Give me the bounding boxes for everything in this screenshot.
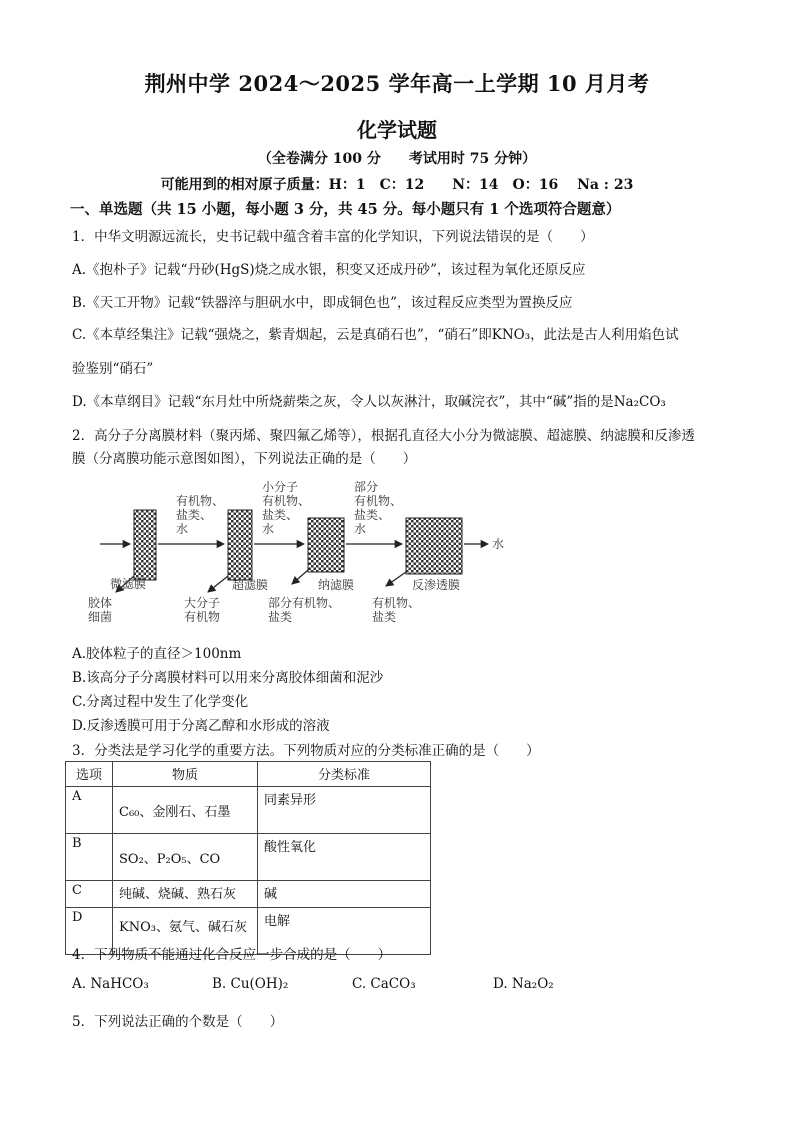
label-line: 盐类、	[354, 508, 391, 522]
exam-title: 荆州中学 2024～2025 学年高一上学期 10 月月考	[144, 71, 650, 96]
q4-option-d: D. Na₂O₂	[493, 976, 554, 992]
table-header-row	[66, 762, 431, 787]
reject-arrow	[386, 572, 406, 586]
label-line: 有机物、	[176, 494, 225, 508]
membrane-nano	[308, 518, 344, 572]
table-cell	[113, 787, 258, 834]
label-line: 有机物、	[354, 494, 403, 508]
q2-stem-line1: 2．高分子分离膜材料（聚丙烯、聚四氟乙烯等），根据孔直径大小分为微滤膜、超滤膜、纳滤膜和反渗透	[72, 428, 695, 444]
table-header: 选项	[66, 762, 113, 787]
output-water-label: 水	[492, 537, 505, 551]
bottom-label-1	[88, 596, 112, 624]
label-line: 水	[176, 522, 189, 536]
membrane-micro	[134, 510, 156, 580]
membrane-label: 纳滤膜	[318, 578, 355, 592]
q2-option-c: C.分离过程中发生了化学变化	[72, 694, 249, 710]
table-cell: D	[66, 908, 113, 955]
table-cell: A	[66, 787, 113, 834]
section-heading: 一、单选题（共 15 小题，每小题 3 分，共 45 分。每小题只有 1 个选项符合题意）	[70, 201, 621, 218]
top-label-3	[354, 480, 402, 536]
membrane-reverse-osmosis	[406, 518, 462, 574]
exam-subtitle: 化学试题	[357, 118, 437, 142]
table-row	[66, 787, 431, 834]
label-line: 有机物、	[372, 596, 421, 610]
cell-text: SO₂、P₂O₅、CO	[119, 852, 221, 867]
q1-option-c-line1: C.《本草经集注》记载“强烧之，紫青烟起，云是真硝石也”，“硝石”即KNO₃，此法是古人利用焰色试	[72, 327, 679, 343]
table-cell: 酸性氧化	[258, 834, 431, 881]
table-cell: 电解	[258, 908, 431, 955]
membrane-diagram	[88, 480, 526, 635]
table-row	[66, 881, 431, 908]
label-line: 有机物	[184, 610, 221, 624]
table-header: 分类标准	[258, 762, 431, 787]
top-label-1	[176, 494, 224, 536]
table-header: 物质	[113, 762, 258, 787]
bottom-label-3	[268, 596, 340, 624]
reject-arrow	[292, 570, 308, 584]
label-line: 部分	[354, 480, 379, 494]
bottom-label-2	[184, 596, 220, 624]
q2-option-a: A.胶体粒子的直径＞100nm	[72, 646, 242, 662]
table-cell	[113, 834, 258, 881]
table-cell: 纯碱、烧碱、熟石灰	[113, 881, 258, 908]
label-line: 盐类	[372, 610, 397, 624]
table-cell: B	[66, 834, 113, 881]
membrane-label: 反渗透膜	[412, 578, 461, 592]
cell-text: C₆₀、金刚石、石墨	[119, 805, 231, 820]
top-label-2	[262, 480, 310, 536]
label-line: 水	[262, 522, 275, 536]
table-cell: 同素异形	[258, 787, 431, 834]
atomic-masses: 可能用到的相对原子质量：H：1 C：12 N：14 O：16 Na : 23	[160, 177, 634, 193]
label-line: 小分子	[262, 480, 299, 494]
q1-stem: 1．中华文明源远流长，史书记载中蕴含着丰富的化学知识，下列说法错误的是（ ）	[72, 229, 594, 245]
bottom-label-4	[372, 596, 420, 624]
cell-text: KNO₃、氨气、碱石灰	[119, 920, 247, 935]
q2-stem-line2: 膜（分离膜功能示意图如图），下列说法正确的是（ ）	[72, 451, 417, 467]
q1-option-b: B.《天工开物》记载“铁器淬与胆矾水中，即成铜色也”，该过程反应类型为置换反应	[72, 295, 573, 311]
membrane-ultra	[228, 510, 252, 580]
label-line: 大分子	[184, 596, 221, 610]
membrane-label: 超滤膜	[232, 578, 269, 592]
q1-option-d: D.《本草纲目》记载“东月灶中所烧薪柴之灰，令人以灰淋汁，取碱浣衣”，其中“碱”指的是Na₂CO₃	[72, 394, 666, 410]
label-line: 细菌	[88, 610, 113, 624]
label-line: 有机物、	[262, 494, 311, 508]
q1-option-a: A.《抱朴子》记载“丹砂(HgS)烧之成水银，积变又还成丹砂”，该过程为氧化还原反应	[72, 262, 586, 278]
label-line: 水	[354, 522, 367, 536]
q3-stem: 3．分类法是学习化学的重要方法。下列物质对应的分类标准正确的是（ ）	[72, 743, 540, 759]
q2-option-b: B.该高分子分离膜材料可以用来分离胶体细菌和泥沙	[72, 670, 384, 686]
q1-option-c-line2: 验鉴别“硝石”	[72, 361, 154, 377]
q4-option-a: A. NaHCO₃	[72, 976, 149, 992]
membrane-label: 微滤膜	[110, 577, 147, 591]
reject-arrow	[208, 576, 228, 592]
exam-meta: （全卷满分 100 分 考试用时 75 分钟）	[257, 151, 537, 167]
label-line: 盐类、	[176, 508, 213, 522]
label-line: 部分有机物、	[268, 596, 341, 610]
q5-stem: 5．下列说法正确的个数是（ ）	[72, 1014, 284, 1030]
classification-table	[65, 761, 431, 955]
label-line: 盐类、	[262, 508, 299, 522]
q4-option-c: C. CaCO₃	[352, 976, 416, 992]
table-cell: 碱	[258, 881, 431, 908]
table-cell: C	[66, 881, 113, 908]
q4-option-b: B. Cu(OH)₂	[212, 976, 289, 992]
q4-stem: 4．下列物质不能通过化合反应一步合成的是（ ）	[72, 947, 392, 963]
table-row	[66, 834, 431, 881]
label-line: 盐类	[268, 610, 293, 624]
label-line: 胶体	[88, 596, 113, 610]
q2-option-d: D.反渗透膜可用于分离乙醇和水形成的溶液	[72, 718, 330, 734]
